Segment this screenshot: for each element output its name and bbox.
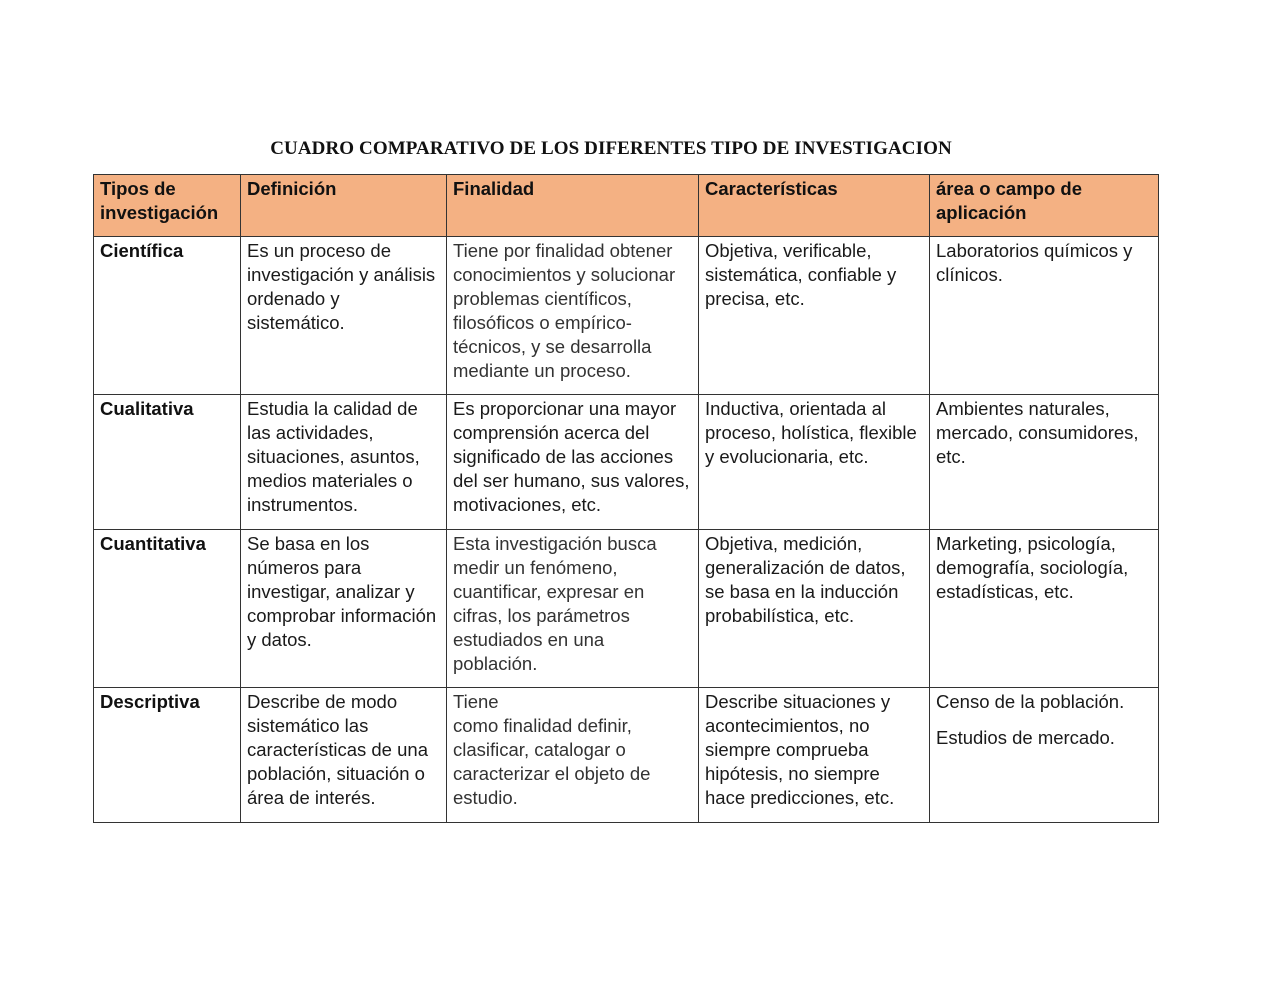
definition-cell: Se basa en los números para investigar, analizar y comprobar información y datos. — [241, 530, 447, 688]
table-row — [94, 395, 1159, 530]
row-type-label: Científica — [94, 237, 241, 395]
purpose-cell — [447, 688, 699, 823]
characteristics-cell: Objetiva, verificable, sistemática, confiable y precisa, etc. — [699, 237, 930, 395]
application-area-cell: Laboratorios químicos y clínicos. — [930, 237, 1159, 395]
definition-cell: Estudia la calidad de las actividades, situaciones, asuntos, medios materiales o instrumentos. — [241, 395, 447, 530]
table-header-row — [94, 175, 1159, 237]
characteristics-cell: Objetiva, medición, generalización de datos, se basa en la inducción probabilística, etc. — [699, 530, 930, 688]
characteristics-cell: Describe situaciones y acontecimientos, no siempre comprueba hipótesis, no siempre hace predicciones, etc. — [699, 688, 930, 823]
comparison-table — [93, 174, 1159, 823]
header-area: área o campo de aplicación — [930, 175, 1159, 237]
purpose-line: Tiene — [453, 691, 499, 712]
application-area-item: Censo de la población. — [936, 691, 1125, 712]
purpose-line: como finalidad definir, clasificar, catalogar o caracterizar el objeto de estudio. — [453, 715, 651, 808]
row-type-label: Descriptiva — [94, 688, 241, 823]
application-area-cell: Marketing, psicología, demografía, sociología, estadísticas, etc. — [930, 530, 1159, 688]
table-row — [94, 237, 1159, 395]
header-finalidad: Finalidad — [447, 175, 699, 237]
row-type-label: Cualitativa — [94, 395, 241, 530]
table-row — [94, 530, 1159, 688]
purpose-cell: Es proporcionar una mayor comprensión acerca del significado de las acciones del ser humano, sus valores, motivaciones, etc. — [447, 395, 699, 530]
header-tipos: Tipos de investigación — [94, 175, 241, 237]
purpose-cell: Esta investigación busca medir un fenómeno, cuantificar, expresar en cifras, los parámetros estudiados en una población. — [447, 530, 699, 688]
definition-cell: Describe de modo sistemático las características de una población, situación o área de interés. — [241, 688, 447, 823]
table-row — [94, 688, 1159, 823]
row-type-label: Cuantitativa — [94, 530, 241, 688]
document-title: CUADRO COMPARATIVO DE LOS DIFERENTES TIPO DE INVESTIGACION — [270, 138, 952, 159]
application-area-cell — [930, 688, 1159, 823]
purpose-cell: Tiene por finalidad obtener conocimientos y solucionar problemas científicos, filosóficos o empírico-técnicos, y se desarrolla mediante un proceso. — [447, 237, 699, 395]
header-definicion: Definición — [241, 175, 447, 237]
characteristics-cell: Inductiva, orientada al proceso, holística, flexible y evolucionaria, etc. — [699, 395, 930, 530]
header-caracteristicas: Características — [699, 175, 930, 237]
application-area-item: Estudios de mercado. — [936, 727, 1115, 748]
definition-cell: Es un proceso de investigación y análisis ordenado y sistemático. — [241, 237, 447, 395]
application-area-cell: Ambientes naturales, mercado, consumidores, etc. — [930, 395, 1159, 530]
